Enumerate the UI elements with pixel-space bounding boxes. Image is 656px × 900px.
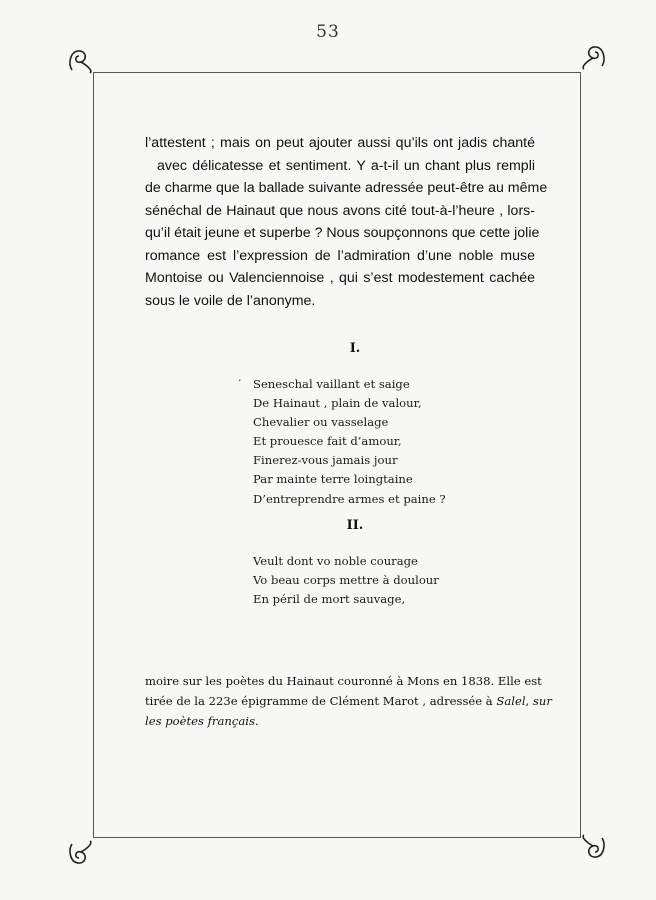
verse-line: Par mainte terre loingtaine xyxy=(253,472,413,487)
stray-mark: · xyxy=(238,374,242,387)
verse-stanza xyxy=(253,375,446,509)
verse-line: Vo beau corps mettre à doulour xyxy=(253,573,439,588)
section-numeral: I. xyxy=(349,341,361,356)
corner-ornament-icon xyxy=(66,46,96,76)
footnote-text: tirée de la 223e épigramme de Clément Marot , adressée à xyxy=(145,694,497,708)
corner-ornament-icon xyxy=(578,832,608,862)
corner-ornament-icon xyxy=(578,42,608,72)
footnote-italic: sur xyxy=(532,694,552,708)
prose-line: de charme que la ballade suivante adressée peut-être au même xyxy=(145,180,548,196)
verse-stanza xyxy=(253,552,439,609)
prose-line: sénéchal de Hainaut que nous avons cité tout-à-l’heure , lors- xyxy=(145,202,535,219)
verse-line: Seneschal vaillant et saige xyxy=(253,377,410,391)
verse-line: En péril de mort sauvage, xyxy=(253,592,406,607)
footnote-italic: Salel xyxy=(496,694,526,708)
prose-line: Montoise ou Valenciennoise , qui s’est modestement cachée xyxy=(145,270,535,286)
prose-line: qu’il était jeune et superbe ? Nous soupçonnons que cette jolie xyxy=(145,225,540,241)
verse-line: Chevalier ou vasselage xyxy=(253,415,389,430)
prose-line: avec délicatesse et sentiment. Y a-t-il un chant plus rempli xyxy=(157,157,535,174)
footnote-text: , xyxy=(525,694,533,708)
body-text xyxy=(145,132,548,312)
verse-line: Veult dont vo noble courage xyxy=(253,554,418,568)
prose-line: romance est l’expression de l’admiration d’une noble muse xyxy=(145,247,535,264)
verse-line: De Hainaut , plain de valour, xyxy=(253,396,422,411)
prose-line: l’attestent ; mais on peut ajouter aussi qu’ils ont jadis chanté xyxy=(145,135,535,151)
prose-line: sous le voile de l’anonyme. xyxy=(145,292,316,309)
footnote-line: moire sur les poètes du Hainaut couronné à Mons en 1838. Elle est xyxy=(145,674,542,688)
page-number: 53 xyxy=(316,22,340,42)
section-numeral: II. xyxy=(346,518,364,533)
verse-line: Finerez-vous jamais jour xyxy=(253,453,398,468)
footnote-line: les poètes français. xyxy=(145,714,259,728)
verse-line: D’entreprendre armes et paine ? xyxy=(253,491,446,506)
verse-line: Et prouesce fait d’amour, xyxy=(253,434,402,449)
footnote xyxy=(145,671,552,731)
corner-ornament-icon xyxy=(66,838,96,868)
footnote-line xyxy=(145,691,552,711)
